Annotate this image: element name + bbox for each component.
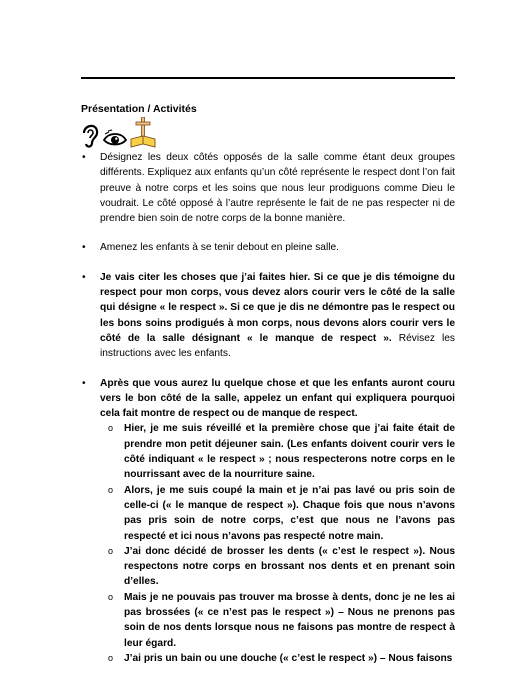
sub-list-item: o J’ai donc décidé de brosser les dents (« c’est le respect »). Nous respectons notre corps en brossant nos dents et en prenant soin d’elles.: [108, 545, 455, 588]
top-rule: [81, 77, 455, 79]
icon-strip: [80, 117, 156, 149]
sub-list-item: o J’ai pris un bain ou une douche (« c’est le respect ») – Nous faisons: [108, 652, 453, 664]
list-item: • Après que vous aurez lu quelque chose et que les enfants auront couru vers le bon côté de la salle, appelez un enfant qui expliquera pourquoi cela fait montre de respect ou de manque de respect.: [81, 376, 455, 422]
document-body: [81, 150, 455, 666]
sub-list-item: o Hier, je me suis réveillé et la première chose que j’ai faite était de prendre mon petit déjeuner sain. (Les enfants doivent courir vers le côté indiquant « le respect » ; nous respecterons notre corps en le nourrissant avec de la nourriture saine.: [108, 423, 455, 481]
sub-list-item: o Alors, je me suis coupé la main et je n’ai pas lavé ou pris soin de celle-ci (« le manque de respect »). Chaque fois que nous n’avons pas pris soin de notre corps, c’est que nous ne l’avons pas respecté et ici nous n’avons pas respecté notre main.: [108, 484, 455, 542]
sub-list-item: o Mais je ne pouvais pas trouver ma brosse à dents, donc je ne les ai pas brossées (« ce n’est pas le respect ») – Nous ne prenons pas soin de nos dents lorsque nous ne faisons pas montre de respect à leur égard.: [108, 591, 455, 649]
section-heading: Présentation / Activités: [81, 103, 197, 115]
list-item: • Amenez les enfants à se tenir debout en pleine salle.: [81, 240, 455, 255]
list-item: • Je vais citer les choses que j’ai faites hier. Si ce que je dis témoigne du respect pour mon corps, vous devez alors courir vers le côté de la salle qui désigne « le respect ». Si ce que je dis ne démontre pas le respect ou les bons soins prodigués à mon corps, nous devons alors courir vers le côté de la salle désignant « le manque de respect ». Révisez les instructions avec les enfants.: [81, 270, 455, 362]
eye-icon: [103, 129, 127, 149]
list-item: • Désignez les deux côtés opposés de la salle comme étant deux groupes différents. Expliquez aux enfants qu’un côté représente le respect dont l’on fait preuve à notre corps et les soins que nous leur prodiguons comme Dieu le voudrait. Le côté opposé à l’autre représente le fait de ne pas respecter ni de prendre bien soin de notre corps de la bonne manière.: [81, 150, 455, 226]
cross-bible-icon: [130, 117, 156, 149]
ear-icon: [80, 121, 100, 149]
